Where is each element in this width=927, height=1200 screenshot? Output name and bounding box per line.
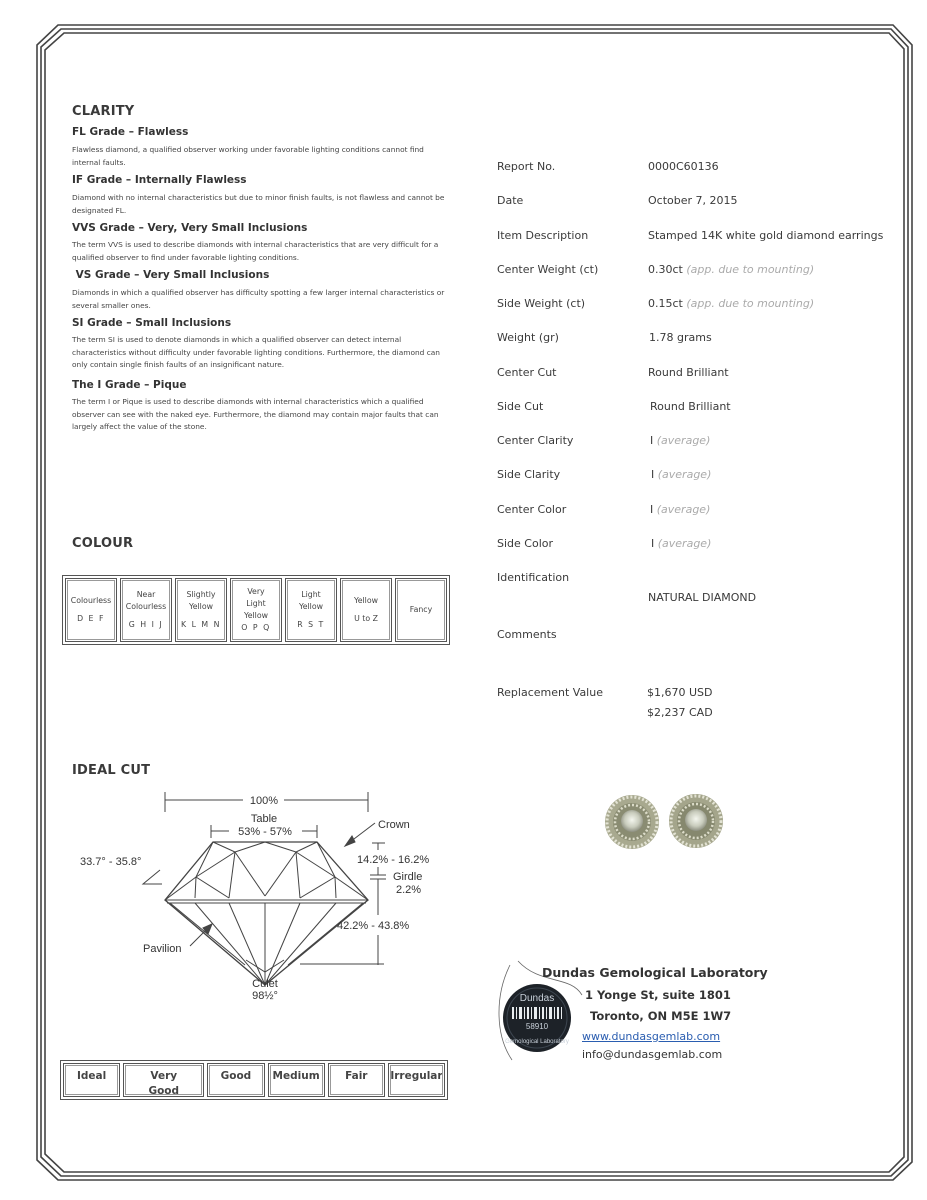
clarity-title: CLARITY bbox=[72, 104, 135, 119]
crown-label: Crown bbox=[378, 819, 410, 831]
cut-grade-table bbox=[60, 1060, 448, 1100]
colour-cell-label: Slightly Yellow bbox=[186, 590, 216, 611]
side-clarity-value bbox=[651, 468, 711, 481]
center-cut-label: Center Cut bbox=[497, 366, 557, 379]
table-range: 53% - 57% bbox=[238, 826, 292, 838]
value-text: Round Brilliant bbox=[648, 366, 729, 379]
colour-cell-letters: O P Q bbox=[241, 623, 271, 632]
cut-grade-cell: Good bbox=[207, 1063, 264, 1097]
replacement-usd: $1,670 USD bbox=[647, 686, 713, 699]
diameter-label: 100% bbox=[249, 795, 279, 807]
value-text: Round Brilliant bbox=[650, 400, 731, 413]
side-color-value bbox=[651, 537, 711, 550]
center-weight-label: Center Weight (ct) bbox=[497, 263, 599, 276]
colour-cell-label: Near Colourless bbox=[125, 590, 167, 611]
center-cut-value bbox=[648, 366, 729, 379]
value-text: Stamped 14K white gold diamond earrings bbox=[648, 229, 884, 242]
colour-cell-label: Light Yellow bbox=[298, 590, 323, 611]
side-weight-label: Side Weight (ct) bbox=[497, 297, 586, 310]
cut-grade-cell: Irregular bbox=[388, 1063, 445, 1097]
value-text: I bbox=[650, 503, 654, 516]
lab-address-line2: Toronto, ON M5E 1W7 bbox=[590, 1009, 732, 1023]
table-label: Table bbox=[250, 813, 278, 825]
grade-i-desc: The term I or Pique is used to describe diamonds with internal characteristics which a qualified observer can see with the naked eye. Furthermore, the diamond may contain major faults that can largely affect the value of the stone. bbox=[72, 397, 439, 431]
identification-value: NATURAL DIAMOND bbox=[648, 591, 757, 604]
cut-grade-cell: Medium bbox=[268, 1063, 325, 1097]
colour-cell-light-yellow bbox=[285, 578, 337, 642]
value-text: I bbox=[651, 537, 655, 550]
value-text: 0.30ct bbox=[648, 263, 683, 276]
colour-cell-slightly-yellow bbox=[175, 578, 227, 642]
date-value bbox=[648, 194, 738, 207]
colour-cell-label: Yellow bbox=[353, 596, 378, 605]
side-cut-label: Side Cut bbox=[497, 400, 544, 413]
grade-si-desc: The term SI is used to denote diamonds in which a qualified observer can detect internal characteristics without difficulty under favorable lighting conditions. Furthermore, the diamond can only contain single finish faults of an insignificant nature. bbox=[72, 335, 440, 369]
center-clarity-value bbox=[650, 434, 710, 447]
ideal-cut-title: IDEAL CUT bbox=[72, 763, 151, 778]
weight-gr-value bbox=[649, 331, 712, 344]
grade-vs-title: VS Grade – Very Small Inclusions bbox=[72, 269, 270, 281]
colour-cell-letters: K L M N bbox=[181, 620, 221, 629]
grade-fl-title: FL Grade – Flawless bbox=[72, 126, 189, 138]
seal-top-text: Dundas bbox=[519, 993, 555, 1004]
cut-grade-cell: Ideal bbox=[63, 1063, 120, 1097]
lab-email: info@dundasgemlab.com bbox=[582, 1048, 723, 1061]
center-color-label: Center Color bbox=[497, 503, 567, 516]
colour-cell-near-colourless bbox=[120, 578, 172, 642]
crown-height: 14.2% - 16.2% bbox=[357, 854, 430, 866]
value-text: October 7, 2015 bbox=[648, 194, 738, 207]
cut-grade-cell: Fair bbox=[328, 1063, 385, 1097]
cut-grade-cell: Very Good bbox=[123, 1063, 204, 1097]
culet-value: 98½° bbox=[252, 990, 278, 1002]
center-color-value bbox=[650, 503, 710, 516]
value-note: (average) bbox=[657, 468, 712, 481]
girdle-label: Girdle bbox=[393, 871, 423, 883]
seal-bottom-text: Gemological Laboratory bbox=[505, 1039, 569, 1045]
seal-number: 58910 bbox=[525, 1022, 549, 1031]
colour-title: COLOUR bbox=[72, 536, 134, 551]
grade-si-title: SI Grade – Small Inclusions bbox=[72, 317, 232, 329]
colour-cell-letters: U to Z bbox=[354, 614, 378, 623]
side-clarity-label: Side Clarity bbox=[497, 468, 561, 481]
pavilion-depth: 42.2% - 43.8% bbox=[337, 920, 410, 932]
value-note: (average) bbox=[656, 503, 711, 516]
center-clarity-label: Center Clarity bbox=[497, 434, 574, 447]
colour-cell-yellow bbox=[340, 578, 392, 642]
value-text: I bbox=[650, 434, 654, 447]
side-color-label: Side Color bbox=[497, 537, 554, 550]
colour-cell-letters: G H I J bbox=[128, 620, 164, 629]
grade-vvs-desc: The term VVS is used to describe diamonds with internal characteristics that are very difficult for a qualified observer to find under favorable lighting conditions. bbox=[72, 240, 439, 262]
grade-vs-desc: Diamonds in which a qualified observer has difficulty spotting a few larger internal characteristics or several smaller ones. bbox=[72, 288, 445, 310]
ideal-cut-diagram bbox=[60, 780, 460, 1020]
value-text: 1.78 grams bbox=[649, 331, 712, 344]
girdle-value: 2.2% bbox=[396, 884, 422, 896]
grade-if-title: IF Grade – Internally Flawless bbox=[72, 174, 247, 186]
grade-fl-desc: Flawless diamond, a qualified observer working under favorable lighting conditions cannot find internal faults. bbox=[72, 145, 424, 167]
side-cut-value bbox=[650, 400, 731, 413]
lab-address-line1: 1 Yonge St, suite 1801 bbox=[585, 988, 731, 1002]
grade-i-title: The I Grade – Pique bbox=[72, 379, 187, 391]
report-no-label: Report No. bbox=[497, 160, 556, 173]
value-text: I bbox=[651, 468, 655, 481]
value-note: (app. due to mounting) bbox=[686, 297, 815, 310]
replacement-cad: $2,237 CAD bbox=[647, 706, 713, 719]
value-note: (average) bbox=[657, 537, 712, 550]
lab-name: Dundas Gemological Laboratory bbox=[542, 965, 768, 980]
identification-label: Identification bbox=[497, 571, 570, 584]
value-text: 0.15ct bbox=[648, 297, 683, 310]
replacement-value-label: Replacement Value bbox=[497, 686, 603, 699]
colour-cell-letters: R S T bbox=[297, 620, 325, 629]
colour-scale-table bbox=[62, 575, 450, 645]
earrings-photo bbox=[598, 784, 732, 860]
value-text: 0000C60136 bbox=[648, 160, 719, 173]
pavilion-label: Pavilion bbox=[143, 943, 182, 955]
culet-label: Culet bbox=[252, 978, 278, 990]
date-label: Date bbox=[497, 194, 524, 207]
item-description-value bbox=[648, 229, 883, 242]
colour-cell-letters: D E F bbox=[77, 614, 105, 623]
lab-website-link[interactable]: www.dundasgemlab.com bbox=[582, 1030, 721, 1043]
colour-cell-label: Fancy bbox=[409, 605, 433, 614]
center-weight-value bbox=[648, 263, 814, 276]
crown-angle: 33.7° - 35.8° bbox=[80, 856, 142, 868]
colour-cell-label: Very Light Yellow bbox=[243, 587, 268, 620]
comments-label: Comments bbox=[497, 628, 557, 641]
grade-vvs-title: VVS Grade – Very, Very Small Inclusions bbox=[72, 222, 308, 234]
colour-cell-colourless bbox=[65, 578, 117, 642]
grade-if-desc: Diamond with no internal characteristics but due to minor finish faults, is not flawless and cannot be designated FL. bbox=[72, 193, 445, 215]
colour-cell-label: Colourless bbox=[70, 596, 112, 605]
weight-gr-label: Weight (gr) bbox=[497, 331, 559, 344]
item-description-label: Item Description bbox=[497, 229, 589, 242]
value-note: (app. due to mounting) bbox=[686, 263, 815, 276]
colour-cell-fancy bbox=[395, 578, 447, 642]
side-weight-value bbox=[648, 297, 814, 310]
report-no-value bbox=[648, 160, 719, 173]
value-note: (average) bbox=[656, 434, 711, 447]
colour-cell-very-light-yellow bbox=[230, 578, 282, 642]
